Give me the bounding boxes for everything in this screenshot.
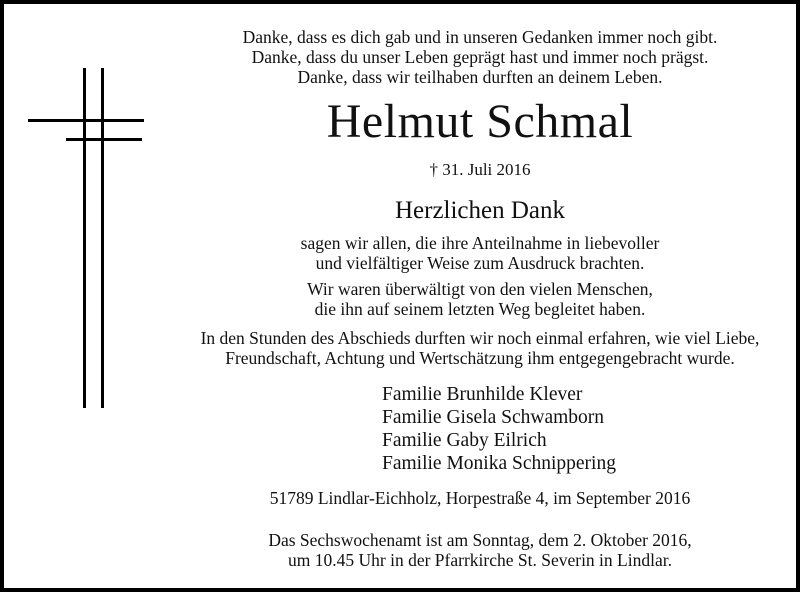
thanks-heading: Herzlichen Dank bbox=[394, 197, 566, 224]
thanks-p2-line-1: Wir waren überwältigt von den vielen Menschen, bbox=[307, 279, 653, 299]
family-item: Familie Brunhilde Klever bbox=[382, 384, 583, 405]
thanks-p1-line-1: sagen wir allen, die ihre Anteilnahme in liebevoller bbox=[300, 233, 660, 253]
family-item: Familie Gaby Eilrich bbox=[382, 430, 547, 451]
intro-line-3: Danke, dass wir teilhaben durften an deinem Leben. bbox=[297, 67, 663, 87]
cross-horizontal-top bbox=[28, 119, 144, 122]
deceased-name: Helmut Schmal bbox=[326, 95, 634, 148]
intro-line-2: Danke, dass du unser Leben geprägt hast und immer noch prägst. bbox=[251, 47, 709, 67]
thanks-p3-line-1: In den Stunden des Abschieds durften wir noch einmal erfahren, wie viel Liebe, bbox=[200, 328, 760, 348]
thanks-p2-line-2: die ihn auf seinem letzten Weg begleitet haben. bbox=[314, 299, 646, 319]
service-line-1: Das Sechswochenamt ist am Sonntag, dem 2. Oktober 2016, bbox=[268, 530, 692, 550]
family-item: Familie Gisela Schwamborn bbox=[382, 407, 605, 428]
address-line: 51789 Lindlar-Eichholz, Horpestraße 4, im September 2016 bbox=[269, 488, 691, 508]
thanks-p3-line-2: Freundschaft, Achtung und Wertschätzung ihm entgegengebracht wurde. bbox=[225, 348, 735, 368]
thanks-p1-line-2: und vielfältiger Weise zum Ausdruck brachten. bbox=[315, 253, 645, 273]
intro-line-1: Danke, dass es dich gab und in unseren Gedanken immer noch gibt. bbox=[242, 27, 718, 47]
service-line-2: um 10.45 Uhr in der Pfarrkirche St. Severin in Lindlar. bbox=[288, 550, 672, 570]
family-item: Familie Monika Schnippering bbox=[382, 453, 616, 474]
death-date: † 31. Juli 2016 bbox=[429, 160, 531, 179]
cross-horizontal-bottom bbox=[66, 138, 142, 141]
